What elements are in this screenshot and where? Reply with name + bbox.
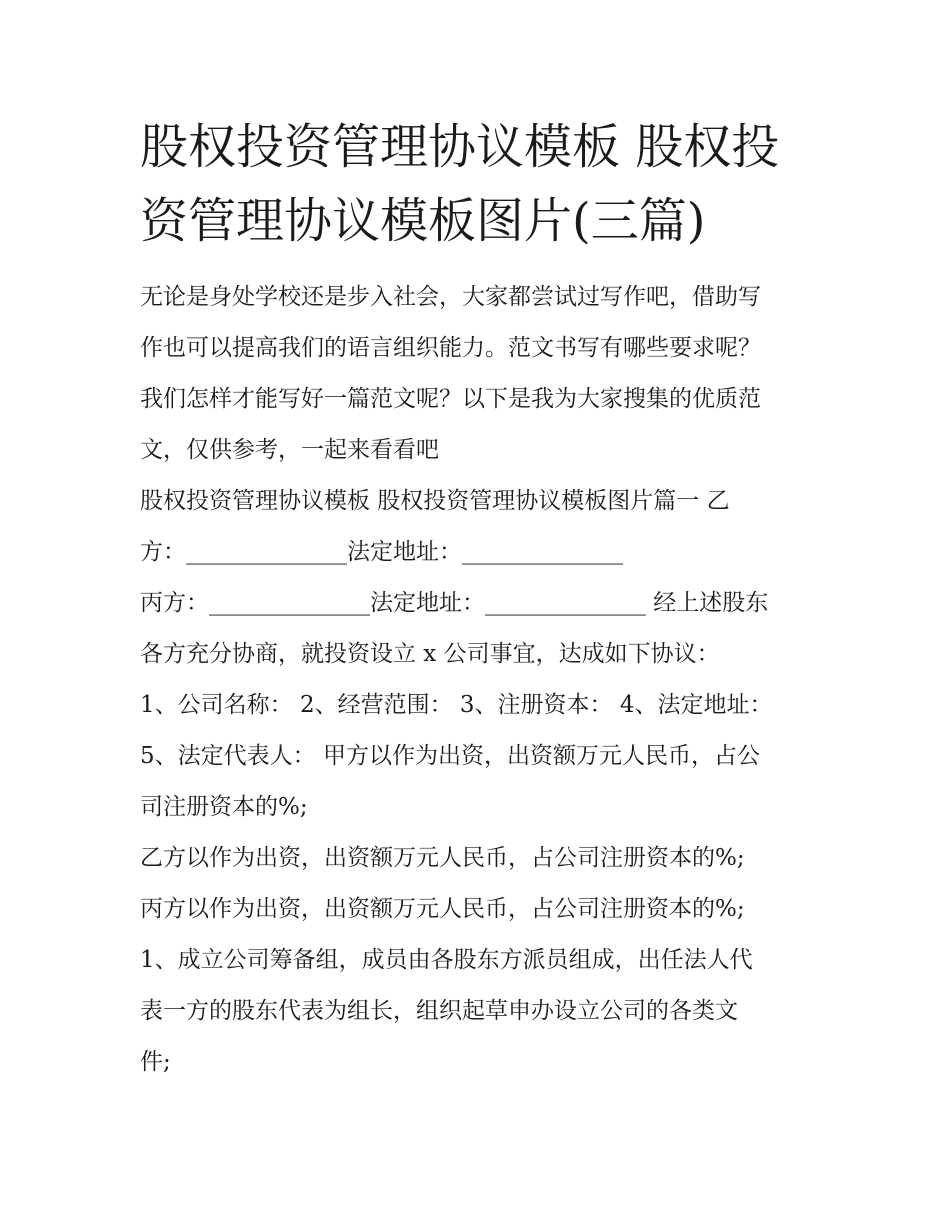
text-line: 1、公司名称： 2、经营范围： 3、注册资本： 4、法定地址： — [140, 692, 773, 718]
text-line: 各方充分协商，就投资设立 x 公司事宜，达成如下协议： — [140, 641, 720, 667]
document-body — [140, 272, 820, 1088]
text-line: 件; — [140, 1049, 171, 1075]
text-line: 5、法定代表人： 甲方以作为出资，出资额万元人民币，占公 — [140, 743, 760, 769]
text-line: 丙方以作为出资，出资额万元人民币，占公司注册资本的%; — [140, 896, 745, 922]
text-line: 我们怎样才能写好一篇范文呢？以下是我为大家搜集的优质范 — [140, 386, 761, 412]
text-line: 丙方：______________法定地址：______________ 经上述股东 — [140, 590, 769, 616]
text-line: 司注册资本的%; — [140, 794, 308, 820]
text-line: 作也可以提高我们的语言组织能力。范文书写有哪些要求呢？ — [140, 335, 761, 361]
text-line: 方：______________法定地址：______________ — [140, 539, 623, 565]
text-line: 无论是身处学校还是步入社会，大家都尝试过写作吧，借助写 — [140, 284, 761, 310]
text-line: 乙方以作为出资，出资额万元人民币，占公司注册资本的%; — [140, 845, 745, 871]
text-line: 1、成立公司筹备组，成员由各股东方派员组成，出任法人代 — [140, 947, 753, 973]
text-line: 股权投资管理协议模板 股权投资管理协议模板图片篇一 乙 — [140, 488, 730, 514]
title-line: 资管理协议模板图片(三篇) — [140, 193, 706, 249]
text-line: 表一方的股东代表为组长，组织起草申办设立公司的各类文 — [140, 998, 738, 1024]
document-page — [140, 110, 820, 1088]
title-line: 股权投资管理协议模板 股权投 — [140, 119, 780, 175]
text-line: 文，仅供参考，一起来看看吧 — [140, 437, 439, 463]
document-title — [140, 110, 820, 258]
